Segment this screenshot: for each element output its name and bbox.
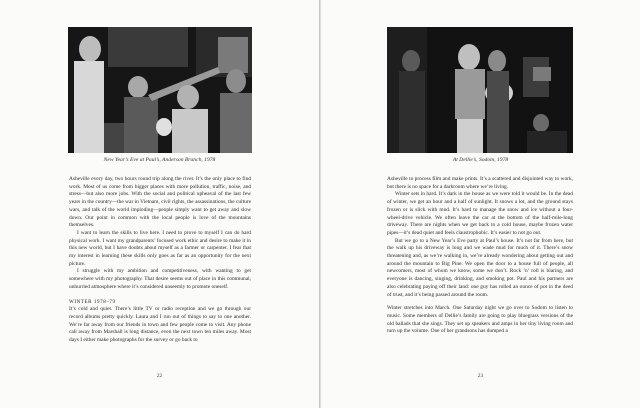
paragraph: Asheville every day, two hours round trip along the river. It’s the only place to find work. Most of us come from bigger places with more pollution, traffic, noise, and stress—but also more jobs. With the social and political upheaval of the last few years in the country—the war in Vietnam, civil rights, the assassinations, the culture wars, and talk of the world imploding—people simply want to get away and slow down. Our point in common with the local people is love of the mountains themselves. xyxy=(69,176,251,229)
left-page xyxy=(0,0,319,408)
right-page xyxy=(321,0,640,408)
music-photograph xyxy=(387,27,573,153)
section-heading: WINTER 1978–79 xyxy=(69,299,116,305)
music-photo-image xyxy=(387,27,573,153)
paragraph: It’s cold and quiet. There’s little TV or radio reception and we go through our record albums pretty quickly. Laura and I run out of things to say to one another. We’re far away from our friends in town and few people come to visit. Any phone call away from Marshall is long distance, even the next town ten miles away. Most days I either make photographs for the survey or go back to xyxy=(69,306,251,344)
paragraph: But we go to a New Year’s Eve party at Paul’s house. It’s not far from here, but the walk up his driveway is long and we wade mud for much of it. There’s snow threatening and, as we’re walking in, we’re already wondering about getting out and around the mountain to Big Pine. We open the door to a house full of people, all newcomers, most of whom we know, some we don’t. Rock ’n’ roll is blaring, and everyone is dancing, singing, drinking, and smoking pot. Paul and his partners are also celebrating paying off their land: one guy has rolled an ounce of pot in the deed of trust, and it’s being passed around the room. xyxy=(387,237,573,298)
page-number: 23 xyxy=(477,373,484,379)
body-text xyxy=(69,176,251,345)
paragraph: Asheville to process film and make prints. It’s a scattered and disjointed way to work, but there is no space for a darkroom where we’re living. xyxy=(387,176,573,190)
page-number: 22 xyxy=(156,373,163,379)
photo-caption: New Year’s Eve at Paul’s, Anderson Branch, 1978 xyxy=(103,157,216,163)
party-photo-image xyxy=(68,27,252,153)
party-photograph xyxy=(68,27,252,153)
paragraph: Winter sets in hard. It’s dark in the house as we were told it would be. In the dead of winter, we get an hour and a half of sunlight. It snows a lot, and the ground stays frozen or is slick with mud. It’s hard to manage the snow and ice without a four-wheel-drive vehicle. We often leave the car at the bottom of the half-mile-long driveway. There are nights when we get back to a cold house, maybe frozen water pipes—it’s dead quiet and feels claustrophobic. It’s easier to not go out. xyxy=(387,191,573,236)
paragraph: Winter stretches into March. One Saturday night we go over to Sodom to listen to music. Some members of Dellie’s family are going to play bluegrass versions of the old ballads that she sings. They set up speakers and amps in her tiny living room and turn up the volume. One of her grandsons has dumped a xyxy=(387,305,573,335)
paragraph: I struggle with my ambition and competitiveness, with wanting to get somewhere with my photography. That desire seems out of place in this communal, unhurried atmosphere where it’s considered unseemly to promote oneself. xyxy=(69,268,251,290)
paragraph: I want to learn the skills to live here. I need to prove to myself I can do hard physical work. I want my grandparents’ focused work ethic and desire to make it in this new world, but I have doubts about myself as a farmer or carpenter. I fear that my interest in learning these skills only goes as far as an opportunity for the next picture. xyxy=(69,229,251,267)
body-text xyxy=(387,176,573,336)
photo-caption: At Dellie’s, Sodom, 1978 xyxy=(452,157,509,163)
